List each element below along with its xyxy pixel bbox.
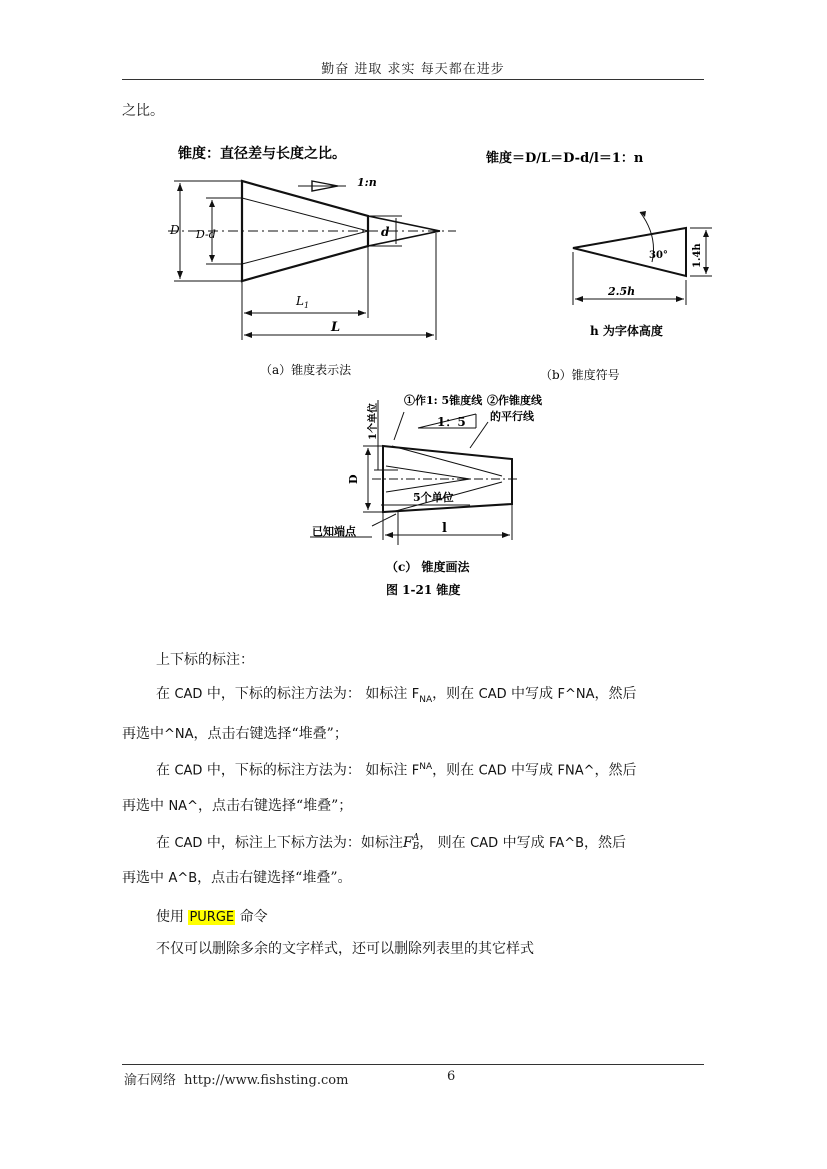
fig-b-width: 2.5h (608, 285, 636, 298)
fig-a-caption: （a）锥度表示法 (260, 363, 352, 377)
page-header: 勤奋 进取 求实 每天都在进步 (321, 62, 505, 77)
fig-a-dim-d: d (381, 225, 390, 239)
fig-c-step2a: ②作锥度线 (487, 394, 542, 407)
fig-a-dim-Dd: D-d (196, 228, 216, 241)
footer-divider (122, 1064, 704, 1065)
fig-a-dim-D: D (170, 223, 180, 237)
fig-c-unit-v: 1个单位 (368, 403, 379, 440)
fig-c-dim-D: D (347, 474, 360, 484)
fig-c-dim-l: l (442, 521, 447, 536)
fig-a-dim-L: L (331, 320, 341, 335)
fig-b-formula: 锥度＝D/L＝D-d/l＝1：n (486, 151, 644, 166)
purge-line: 使用 PURGE 命令 (156, 909, 268, 925)
footer-url[interactable]: http://www.fishsting.com (184, 1073, 349, 1088)
footer-label: 渝石网络 (124, 1073, 177, 1088)
fig-c-drawing (310, 400, 520, 545)
page-footer (124, 1069, 348, 1088)
fig-a-taper-label: 1:n (357, 176, 377, 189)
paragraph-sub-superscript: 在 CAD 中，标注上下标方法为：如标注FA B， 则在 CAD 中写成 FA^B，然后 再选中 A^B，点击右键选择“堆叠”。 (122, 833, 627, 886)
paragraph-subscript: 在 CAD 中，下标的标注方法为： 如标注 $F_{NA}$，则在 CAD 中写成 F^NA，然后 再选中^NA，点击右键选择“堆叠”； (122, 686, 637, 742)
fig-c-step1: ①作1: 5锥度线 (404, 394, 483, 407)
purge-command-highlight: PURGE (189, 910, 235, 925)
fig-b-caption: （b）锥度符号 (540, 368, 620, 382)
fig-c-step2b: 的平行线 (490, 410, 534, 423)
figure-label: 图 1-21 锥度 (386, 583, 461, 597)
fig-a-dim-L1: $L_1$ (296, 294, 310, 310)
page-number: 6 (447, 1069, 456, 1084)
fig-c-units5: 5个单位 (413, 491, 454, 504)
section-title: 上下标的标注： (156, 652, 254, 668)
fig-a-heading: 锥度：直径差与长度之比。 (178, 146, 346, 162)
intro-text: 之比。 (122, 103, 164, 119)
fig-c-ratio: 1：5 (437, 415, 466, 429)
purge-description: 不仅可以删除多余的文字样式，还可以删除列表里的其它样式 (156, 941, 534, 957)
fig-b-angle: 30° (649, 250, 668, 261)
fig-b-height: 1.4h (692, 243, 703, 268)
fig-c-caption: （c） 锥度画法 (386, 560, 470, 574)
fig-b-note: h 为字体高度 (590, 324, 663, 338)
fig-c-known-point: 已知端点 (312, 525, 356, 538)
paragraph-superscript: 在 CAD 中，下标的标注方法为： 如标注 $F^{NA}$，则在 CAD 中写成 FNA^，然后 再选中 NA^，点击右键选择“堆叠”； (122, 762, 637, 814)
